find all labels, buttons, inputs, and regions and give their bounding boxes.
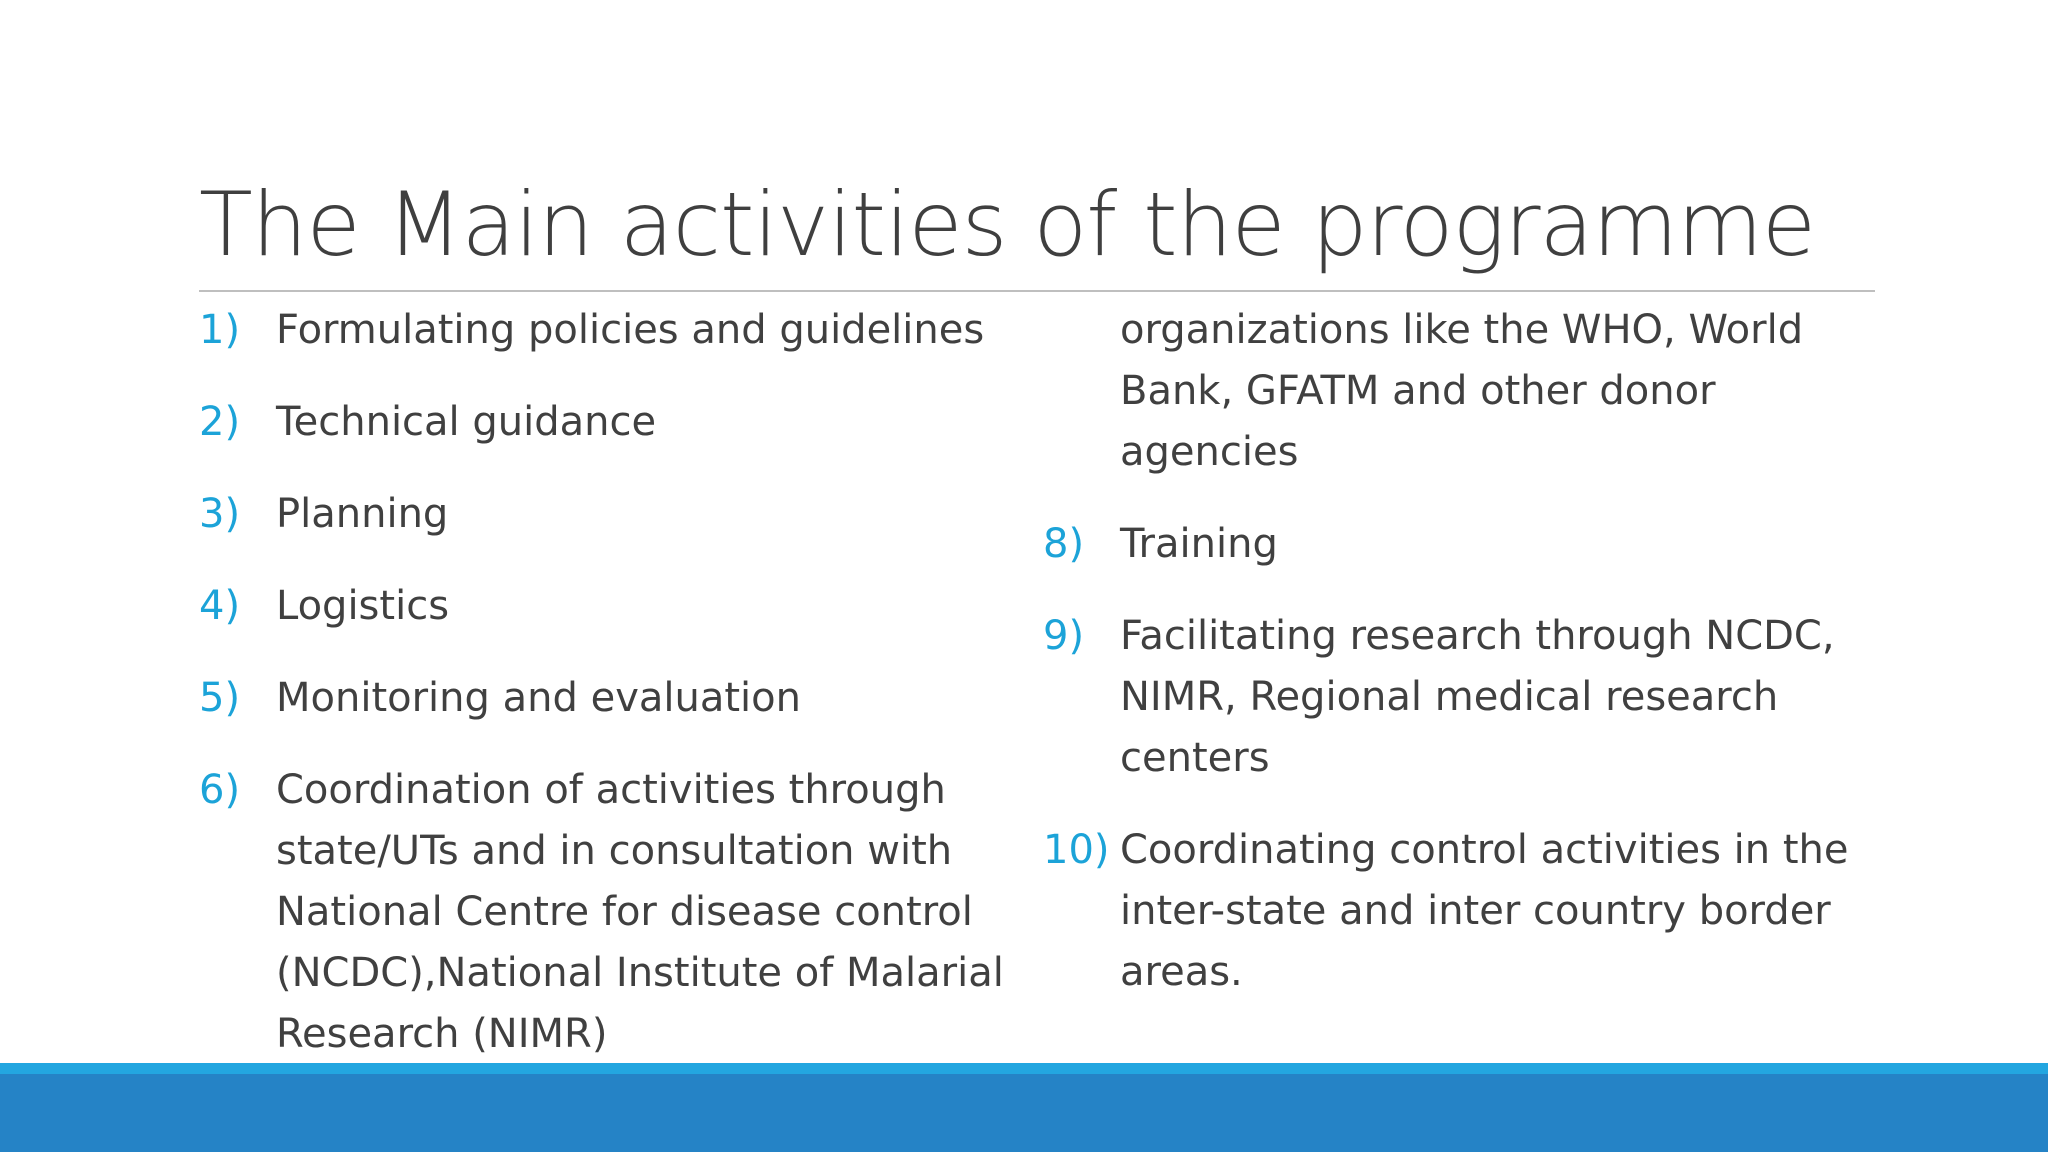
list-text: Technical guidance xyxy=(276,399,657,445)
list-item xyxy=(199,484,1029,545)
list-text: Formulating policies and guidelines xyxy=(276,307,985,353)
slide-title: The Main activities of the programme xyxy=(199,173,1816,276)
list-text: Coordinating control activities in the inter-state and inter country border areas. xyxy=(1120,827,1849,995)
list-item-continuation: organizations like the WHO, World Bank, GFATM and other donor agencies xyxy=(1120,307,1804,475)
list-number: 1) xyxy=(199,307,241,353)
footer-bar xyxy=(0,1074,2048,1152)
list-text: Logistics xyxy=(276,583,450,629)
list-item xyxy=(1043,514,1893,575)
list-number: 9) xyxy=(1043,613,1085,659)
list-number: 3) xyxy=(199,491,241,537)
list-number: 10) xyxy=(1043,827,1110,873)
list-text: Coordination of activities through state/UTs and in consultation with National Centre for disease control (NCDC),National Institute of Malarial Research (NIMR) xyxy=(276,767,1004,1057)
list-number: 6) xyxy=(199,767,241,813)
list-item xyxy=(199,668,1029,729)
title-divider xyxy=(199,290,1875,292)
list-number: 8) xyxy=(1043,521,1085,567)
list-item xyxy=(199,576,1029,637)
list-number: 5) xyxy=(199,675,241,721)
list-item xyxy=(199,392,1029,453)
list-item xyxy=(199,760,1029,1065)
footer-accent-bar xyxy=(0,1063,2048,1074)
list-text: Monitoring and evaluation xyxy=(276,675,801,721)
list-text: Planning xyxy=(276,491,449,537)
list-item xyxy=(1043,820,1893,1003)
list-number: 4) xyxy=(199,583,241,629)
list-item xyxy=(199,300,1029,361)
list-number: 2) xyxy=(199,399,241,445)
list-text: Facilitating research through NCDC, NIMR, Regional medical research centers xyxy=(1120,613,1835,781)
list-item xyxy=(1043,606,1893,789)
right-column xyxy=(1043,300,1893,1034)
list-text: Training xyxy=(1120,521,1278,567)
left-column xyxy=(199,300,1029,1096)
